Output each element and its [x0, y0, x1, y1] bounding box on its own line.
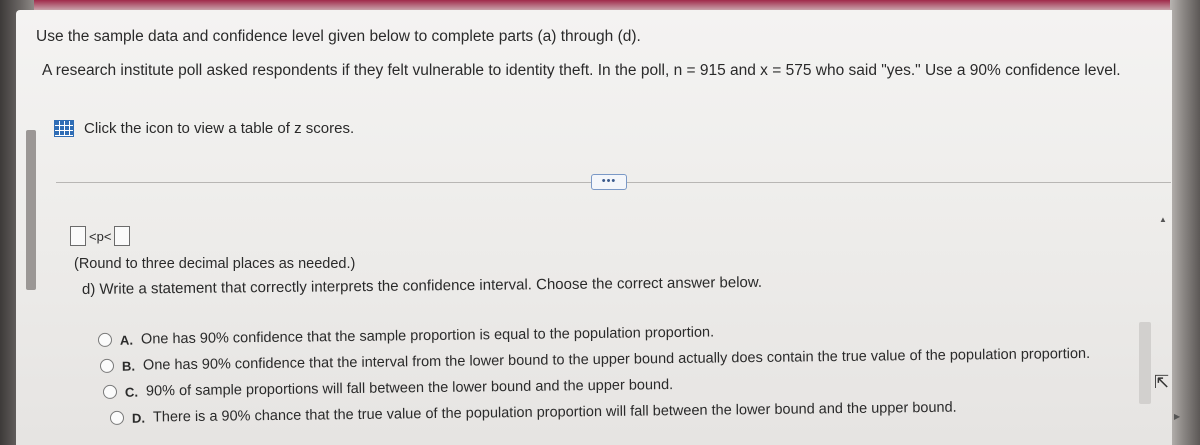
option-c[interactable]: [103, 377, 673, 400]
option-a[interactable]: [98, 324, 714, 348]
z-table-link[interactable]: Click the icon to view a table of z scores.: [84, 120, 355, 137]
part-d-prompt: d) Write a statement that correctly interprets the confidence interval. Choose the correct answer below.: [81, 273, 763, 298]
scroll-up-arrow-icon[interactable]: ▲: [1159, 215, 1167, 224]
option-text: 90% of sample proportions will fall between the lower bound and the upper bound.: [145, 377, 674, 400]
expand-more-button[interactable]: •••: [591, 174, 627, 190]
option-letter: D.: [131, 410, 146, 426]
instructions-text: Use the sample data and confidence level given below to complete parts (a) through (d).: [36, 28, 641, 45]
table-grid-icon[interactable]: [54, 120, 74, 137]
scroll-right-arrow-icon[interactable]: ▶: [1174, 412, 1181, 421]
rounding-note: (Round to three decimal places as needed.): [74, 256, 356, 272]
inequality-symbol: <p<: [89, 228, 112, 244]
confidence-interval-input: [70, 226, 130, 246]
radio-button-c[interactable]: [103, 385, 117, 399]
option-text: One has 90% confidence that the interval from the lower bound to the upper bound actually does contain the true value of the population proportion.: [142, 345, 1091, 374]
radio-button-a[interactable]: [98, 333, 112, 347]
option-text: There is a 90% chance that the true value of the population proportion will fall between the lower bound and the upper bound.: [152, 399, 957, 426]
option-d[interactable]: [110, 400, 957, 426]
radio-button-b[interactable]: [100, 359, 114, 373]
upper-bound-input[interactable]: [114, 226, 130, 246]
z-table-link-row[interactable]: [54, 120, 354, 137]
left-scrollbar[interactable]: [26, 130, 36, 290]
mouse-pointer-icon: ⇱: [1154, 372, 1170, 392]
question-page: [16, 10, 1181, 445]
option-b[interactable]: [100, 346, 1090, 374]
lower-bound-input[interactable]: [70, 226, 86, 246]
right-scrollbar-thumb[interactable]: [1139, 322, 1151, 404]
problem-statement: A research institute poll asked respondents if they felt vulnerable to identity theft. In the poll, n = 915 and x = 575 who said "yes." Use a 90% confidence level.: [42, 62, 1121, 79]
option-letter: C.: [124, 384, 139, 400]
radio-button-d[interactable]: [110, 411, 124, 425]
option-letter: A.: [119, 332, 134, 348]
option-letter: B.: [121, 358, 136, 374]
option-text: One has 90% confidence that the sample proportion is equal to the population proportion.: [140, 324, 715, 348]
right-bezel: [1170, 0, 1200, 445]
